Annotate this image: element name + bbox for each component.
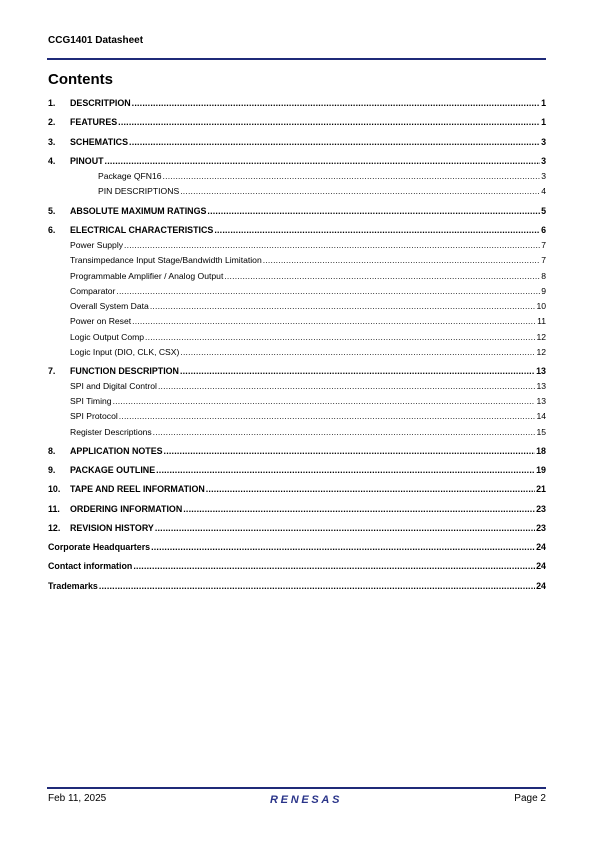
toc-entry-leader-dots [132,316,536,327]
footer-page-number: Page 2 [514,793,546,804]
document-header-title: CCG1401 Datasheet [48,35,144,46]
toc-entry[interactable] [48,332,546,343]
toc-entry-leader-dots [224,271,540,282]
toc-entry-page-number: 15 [536,427,546,437]
toc-entry[interactable] [48,271,546,282]
toc-entry-label: Programmable Amplifier / Analog Output [70,271,224,281]
toc-entry-leader-dots [118,117,540,128]
toc-entry-number: 12. [48,523,61,533]
toc-entry-leader-dots [180,186,540,197]
toc-entry-leader-dots [105,156,541,167]
toc-entry-page-number: 10 [536,301,546,311]
toc-entry-page-number: 12 [536,332,546,342]
renesas-logo [270,792,342,811]
toc-entry[interactable] [48,542,546,553]
toc-entry-number: 5. [48,206,56,216]
toc-entry-label: Overall System Data [70,301,149,311]
toc-entry[interactable] [48,561,546,572]
toc-entry[interactable] [48,396,546,407]
toc-entry-label: Logic Output Comp [70,332,145,342]
toc-entry-page-number: 11 [537,316,546,326]
toc-entry-label: PIN DESCRIPTIONS [98,186,180,196]
toc-entry-page-number: 24 [536,542,546,552]
toc-entry-leader-dots [150,301,536,312]
toc-entry-page-number: 7 [541,255,546,265]
toc-entry-leader-dots [113,396,536,407]
toc-entry-label: Transimpedance Input Stage/Bandwidth Limitation [70,255,262,265]
toc-entry[interactable] [48,366,546,377]
toc-entry-page-number: 24 [536,561,546,571]
toc-entry-leader-dots [153,427,536,438]
renesas-logo-text: RENESAS [270,794,340,806]
toc-entry-page-number: 9 [541,286,546,296]
toc-entry-number: 10. [48,484,61,494]
toc-entry-label: ABSOLUTE MAXIMUM RATINGS [70,206,207,216]
toc-entry-leader-dots [214,225,540,236]
toc-entry[interactable] [48,301,546,312]
toc-entry-leader-dots [158,381,536,392]
toc-entry[interactable] [48,504,546,515]
toc-entry-page-number: 3 [541,156,546,166]
toc-entry-leader-dots [163,171,541,182]
footer-rule [47,787,546,789]
toc-entry-label: Power on Reset [70,316,132,326]
toc-entry-label: SPI Timing [70,396,112,406]
toc-entry-label: PINOUT [70,156,104,166]
toc-entry-number: 6. [48,225,56,235]
toc-entry-page-number: 14 [536,411,546,421]
toc-entry-label: ELECTRICAL CHARACTERISTICS [70,225,214,235]
toc-entry[interactable] [48,98,546,109]
toc-entry-label: Trademarks [48,581,98,591]
toc-entry-page-number: 24 [536,581,546,591]
toc-entry[interactable] [48,446,546,457]
toc-entry[interactable] [48,206,546,217]
toc-entry-label: Contact information [48,561,133,571]
toc-entry-leader-dots [116,286,540,297]
toc-entry[interactable] [48,255,546,266]
renesas-logo-mark [270,792,342,806]
toc-entry-label: PACKAGE OUTLINE [70,465,156,475]
toc-entry-leader-dots [151,542,535,553]
toc-entry-page-number: 23 [536,504,546,514]
toc-entry-leader-dots [164,446,536,457]
toc-entry-label: Register Descriptions [70,427,152,437]
toc-entry-page-number: 7 [541,240,546,250]
toc-entry-page-number: 12 [536,347,546,357]
toc-entry[interactable] [48,286,546,297]
toc-entry[interactable] [48,381,546,392]
toc-entry[interactable] [48,117,546,128]
toc-entry-page-number: 3 [541,137,546,147]
toc-entry-page-number: 13 [536,366,546,376]
toc-entry-label: FEATURES [70,117,118,127]
toc-entry-leader-dots [129,137,540,148]
footer-date: Feb 11, 2025 [48,793,107,804]
toc-entry[interactable] [48,581,546,592]
toc-entry-label: ORDERING INFORMATION [70,504,183,514]
toc-entry-label: TAPE AND REEL INFORMATION [70,484,205,494]
toc-entry-label: REVISION HISTORY [70,523,154,533]
toc-entry-label: FUNCTION DESCRIPTION [70,366,179,376]
toc-entry-label: DESCRITPION [70,98,131,108]
toc-entry-page-number: 13 [536,396,546,406]
toc-entry-label: Corporate Headquarters [48,542,151,552]
toc-entry-number: 2. [48,117,56,127]
toc-entry-page-number: 5 [541,206,546,216]
toc-entry-page-number: 1 [541,98,546,108]
toc-entry-label: Comparator [70,286,116,296]
toc-entry-leader-dots [99,581,535,592]
toc-entry-leader-dots [180,366,535,377]
toc-entry-number: 3. [48,137,56,147]
toc-entry-leader-dots [133,561,535,572]
toc-entry-label: SPI and Digital Control [70,381,157,391]
toc-entry-leader-dots [183,504,535,515]
toc-entry-label: SPI Protocol [70,411,118,421]
toc-entry-label: Power Supply [70,240,124,250]
toc-entry-leader-dots [145,332,535,343]
toc-entry-leader-dots [119,411,536,422]
toc-entry-label: APPLICATION NOTES [70,446,163,456]
toc-entry-number: 4. [48,156,56,166]
toc-entry[interactable] [48,316,546,327]
toc-entry-leader-dots [156,465,535,476]
toc-entry-number: 11. [48,504,60,514]
toc-entry-page-number: 19 [536,465,546,475]
toc-entry-page-number: 1 [541,117,546,127]
toc-entry-number: 7. [48,366,56,376]
header-rule [47,58,546,60]
contents-title: Contents [48,71,113,88]
toc-entry-leader-dots [263,255,540,266]
toc-entry[interactable] [48,523,546,534]
toc-entry-label: Logic Input (DIO, CLK, CSX) [70,347,180,357]
toc-entry-label: Package QFN16 [98,171,162,181]
toc-entry-label: SCHEMATICS [70,137,129,147]
toc-entry[interactable] [48,156,546,167]
toc-entry-page-number: 23 [536,523,546,533]
toc-entry-page-number: 21 [536,484,546,494]
toc-entry-number: 9. [48,465,56,475]
toc-entry[interactable] [48,171,546,182]
toc-entry-page-number: 3 [541,171,546,181]
toc-entry[interactable] [48,186,546,197]
toc-entry-page-number: 13 [536,381,546,391]
toc-entry[interactable] [48,347,546,358]
toc-entry[interactable] [48,484,546,495]
toc-entry[interactable] [48,240,546,251]
toc-entry-leader-dots [132,98,540,109]
toc-entry-leader-dots [180,347,535,358]
toc-entry-number: 8. [48,446,56,456]
toc-entry-leader-dots [207,206,540,217]
toc-entry-page-number: 4 [541,186,546,196]
toc-entry[interactable] [48,465,546,476]
toc-entry[interactable] [48,225,546,236]
toc-entry-page-number: 8 [541,271,546,281]
toc-entry[interactable] [48,411,546,422]
toc-entry[interactable] [48,427,546,438]
toc-entry-page-number: 6 [541,225,546,235]
toc-entry-page-number: 18 [536,446,546,456]
toc-entry-number: 1. [48,98,56,108]
toc-entry-leader-dots [155,523,535,534]
toc-entry[interactable] [48,137,546,148]
toc-entry-leader-dots [206,484,535,495]
toc-entry-leader-dots [124,240,540,251]
